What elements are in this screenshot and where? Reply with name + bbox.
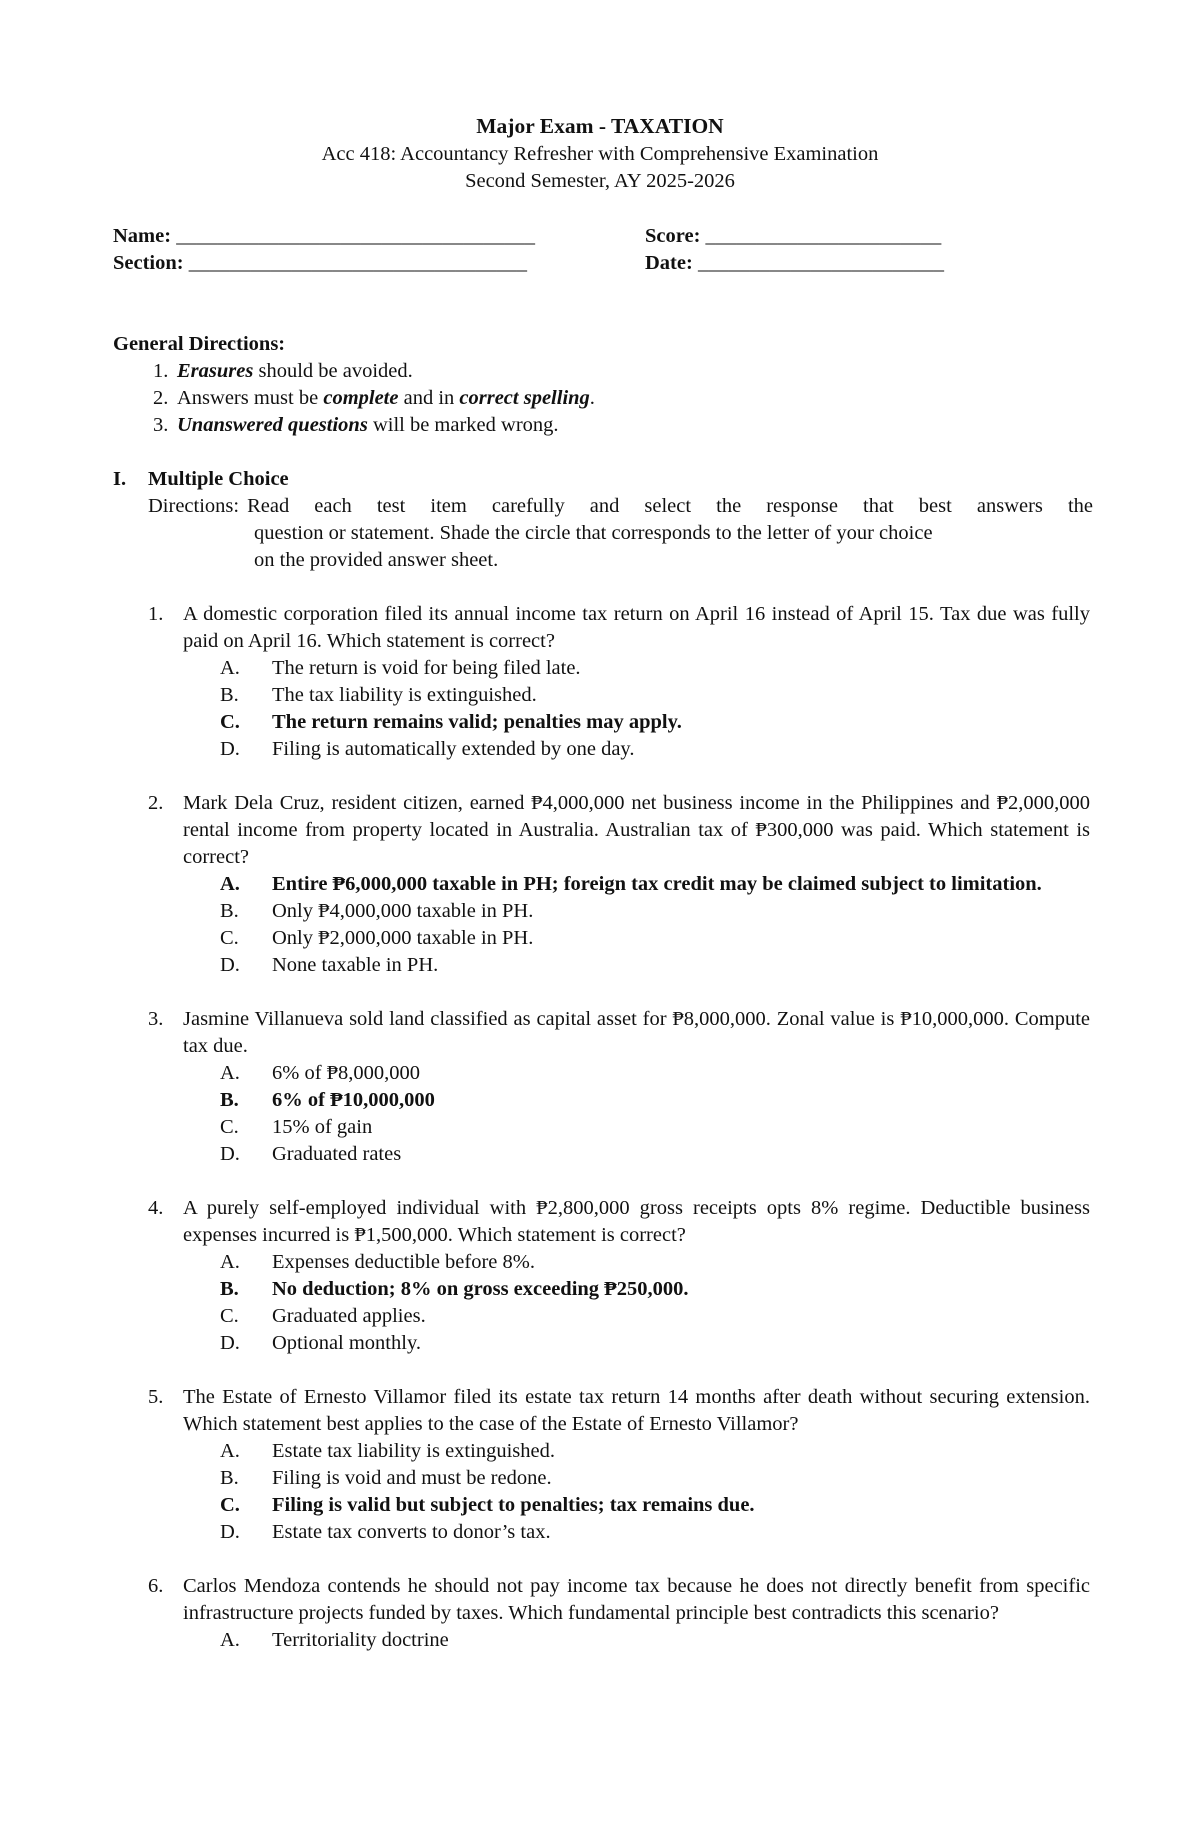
choice-option — [148, 1141, 1090, 1168]
choice-letter: D. — [220, 1521, 240, 1543]
section-blank[interactable]: _________________________________ — [188, 252, 527, 274]
choice-letter: D. — [220, 1143, 240, 1165]
course-title: Acc 418: Accountancy Refresher with Comprehensive Examination — [321, 143, 879, 165]
choice-list — [148, 1249, 1090, 1357]
question-number: 4. — [148, 1197, 164, 1219]
choice-correct — [148, 1492, 1090, 1519]
choice-option — [148, 682, 1090, 709]
choice-text: Territoriality doctrine — [272, 1629, 449, 1651]
choice-list — [148, 1438, 1090, 1546]
date-blank[interactable]: ________________________ — [697, 252, 944, 274]
choice-letter: C. — [220, 711, 240, 733]
choice-correct — [148, 1087, 1090, 1114]
choice-option — [148, 1330, 1090, 1357]
name-field[interactable] — [113, 223, 535, 250]
choice-letter: A. — [220, 1062, 240, 1084]
choice-list — [148, 871, 1090, 979]
choice-correct — [148, 1276, 1090, 1303]
choice-text: 6% of ₱8,000,000 — [272, 1062, 421, 1084]
question-item — [148, 1573, 1090, 1654]
choice-option — [148, 952, 1090, 979]
choice-text: Filing is void and must be redone. — [272, 1467, 552, 1489]
choice-text: Expenses deductible before 8%. — [272, 1251, 535, 1273]
choice-letter: A. — [220, 1251, 240, 1273]
date-label: Date: — [645, 252, 693, 274]
choice-list — [148, 1627, 1090, 1654]
choice-letter: A. — [220, 1629, 240, 1651]
direction-item: 3. Unanswered questions will be marked wrong. — [153, 414, 559, 436]
choice-letter: D. — [220, 954, 240, 976]
choice-text: The tax liability is extinguished. — [272, 684, 537, 706]
section-multiple-choice — [113, 466, 1093, 574]
choice-letter: D. — [220, 738, 240, 760]
choice-text: Filing is valid but subject to penalties; tax remains due. — [272, 1494, 755, 1516]
direction-item: 2. Answers must be complete and in correct spelling. — [153, 387, 595, 409]
choice-option — [148, 1249, 1090, 1276]
question-text: Jasmine Villanueva sold land classified as capital asset for ₱8,000,000. Zonal value is ₱10,000,000. Compute tax due. — [183, 1008, 1090, 1057]
choice-text: Optional monthly. — [272, 1332, 421, 1354]
choice-letter: A. — [220, 873, 240, 895]
choice-letter: C. — [220, 1305, 239, 1327]
question-item — [148, 790, 1090, 979]
choice-letter: B. — [220, 1089, 239, 1111]
section-field[interactable] — [113, 250, 527, 277]
choice-letter: B. — [220, 684, 239, 706]
question-item — [148, 1195, 1090, 1357]
choice-text: Only ₱2,000,000 taxable in PH. — [272, 927, 534, 949]
choice-option — [148, 655, 1090, 682]
section-directions: Directions: Read each test item carefully and select the response that best answers the question or statement. Shade the circle that corresponds to the letter of your choice on the provided answer sheet. — [148, 495, 1093, 571]
choice-option — [148, 925, 1090, 952]
question-number: 1. — [148, 603, 164, 625]
section-heading: I. Multiple Choice — [113, 468, 289, 490]
section-label: Section: — [113, 252, 184, 274]
choice-option — [148, 1060, 1090, 1087]
choice-text: Graduated rates — [272, 1143, 402, 1165]
choice-list — [148, 1060, 1090, 1168]
choice-letter: D. — [220, 1332, 240, 1354]
question-text: A purely self-employed individual with ₱2,800,000 gross receipts opts 8% regime. Deductible business expenses incurred is ₱1,500,000. Which statement is correct? — [183, 1197, 1090, 1246]
question-text: Carlos Mendoza contends he should not pay income tax because he does not directly benefit from specific infrastructure projects funded by taxes. Which fundamental principle best contradicts this scenario? — [183, 1575, 1090, 1624]
choice-option — [148, 1627, 1090, 1654]
choice-letter: B. — [220, 900, 239, 922]
choice-option — [148, 1303, 1090, 1330]
question-text: A domestic corporation filed its annual income tax return on April 16 instead of April 15. Tax due was fully paid on April 16. Which statement is correct? — [183, 603, 1090, 652]
choice-letter: B. — [220, 1278, 239, 1300]
choice-option — [148, 898, 1090, 925]
choice-letter: C. — [220, 1116, 239, 1138]
choice-letter: B. — [220, 1467, 239, 1489]
exam-title: Major Exam - TAXATION — [476, 114, 724, 138]
date-field[interactable] — [645, 250, 944, 277]
choice-text: Estate tax liability is extinguished. — [272, 1440, 555, 1462]
choice-text: The return remains valid; penalties may apply. — [272, 711, 682, 733]
choice-list — [148, 655, 1090, 763]
general-directions — [113, 331, 1093, 439]
semester-line: Second Semester, AY 2025-2026 — [465, 170, 735, 192]
choice-option — [148, 1519, 1090, 1546]
name-label: Name: — [113, 225, 172, 247]
name-blank[interactable]: ___________________________________ — [176, 225, 535, 247]
choice-text: The return is void for being filed late. — [272, 657, 581, 679]
choice-option — [148, 1465, 1090, 1492]
choice-correct — [148, 709, 1090, 736]
choice-text: None taxable in PH. — [272, 954, 439, 976]
question-number: 5. — [148, 1386, 164, 1408]
score-label: Score: — [645, 225, 701, 247]
choice-letter: C. — [220, 927, 239, 949]
question-item — [148, 1384, 1090, 1546]
choice-letter: C. — [220, 1494, 240, 1516]
choice-text: Only ₱4,000,000 taxable in PH. — [272, 900, 534, 922]
choice-correct — [148, 871, 1090, 898]
choice-option — [148, 736, 1090, 763]
question-number: 3. — [148, 1008, 164, 1030]
question-list — [148, 601, 1090, 1681]
question-text: The Estate of Ernesto Villamor filed its estate tax return 14 months after death without securing extension. Which statement best applies to the case of the Estate of Ernesto Villamor? — [183, 1386, 1090, 1435]
question-number: 6. — [148, 1575, 164, 1597]
choice-text: Graduated applies. — [272, 1305, 426, 1327]
choice-letter: A. — [220, 1440, 240, 1462]
direction-item: 1. Erasures should be avoided. — [153, 360, 413, 382]
general-directions-heading: General Directions: — [113, 333, 286, 355]
choice-text: 15% of gain — [272, 1116, 373, 1138]
choice-text: Estate tax converts to donor’s tax. — [272, 1521, 551, 1543]
question-item — [148, 1006, 1090, 1168]
score-blank[interactable]: _______________________ — [705, 225, 942, 247]
choice-option — [148, 1438, 1090, 1465]
question-item — [148, 601, 1090, 763]
choice-text: Entire ₱6,000,000 taxable in PH; foreign tax credit may be claimed subject to limitation. — [272, 873, 1042, 895]
choice-text: 6% of ₱10,000,000 — [272, 1089, 435, 1111]
choice-option — [148, 1114, 1090, 1141]
question-number: 2. — [148, 792, 164, 814]
question-text: Mark Dela Cruz, resident citizen, earned ₱4,000,000 net business income in the Philippines and ₱2,000,000 rental income from property located in Australia. Australian tax of ₱300,000 was paid. Which statement is correct? — [183, 792, 1090, 868]
choice-letter: A. — [220, 657, 240, 679]
choice-text: No deduction; 8% on gross exceeding ₱250,000. — [272, 1278, 689, 1300]
score-field[interactable] — [645, 223, 941, 250]
choice-text: Filing is automatically extended by one day. — [272, 738, 635, 760]
